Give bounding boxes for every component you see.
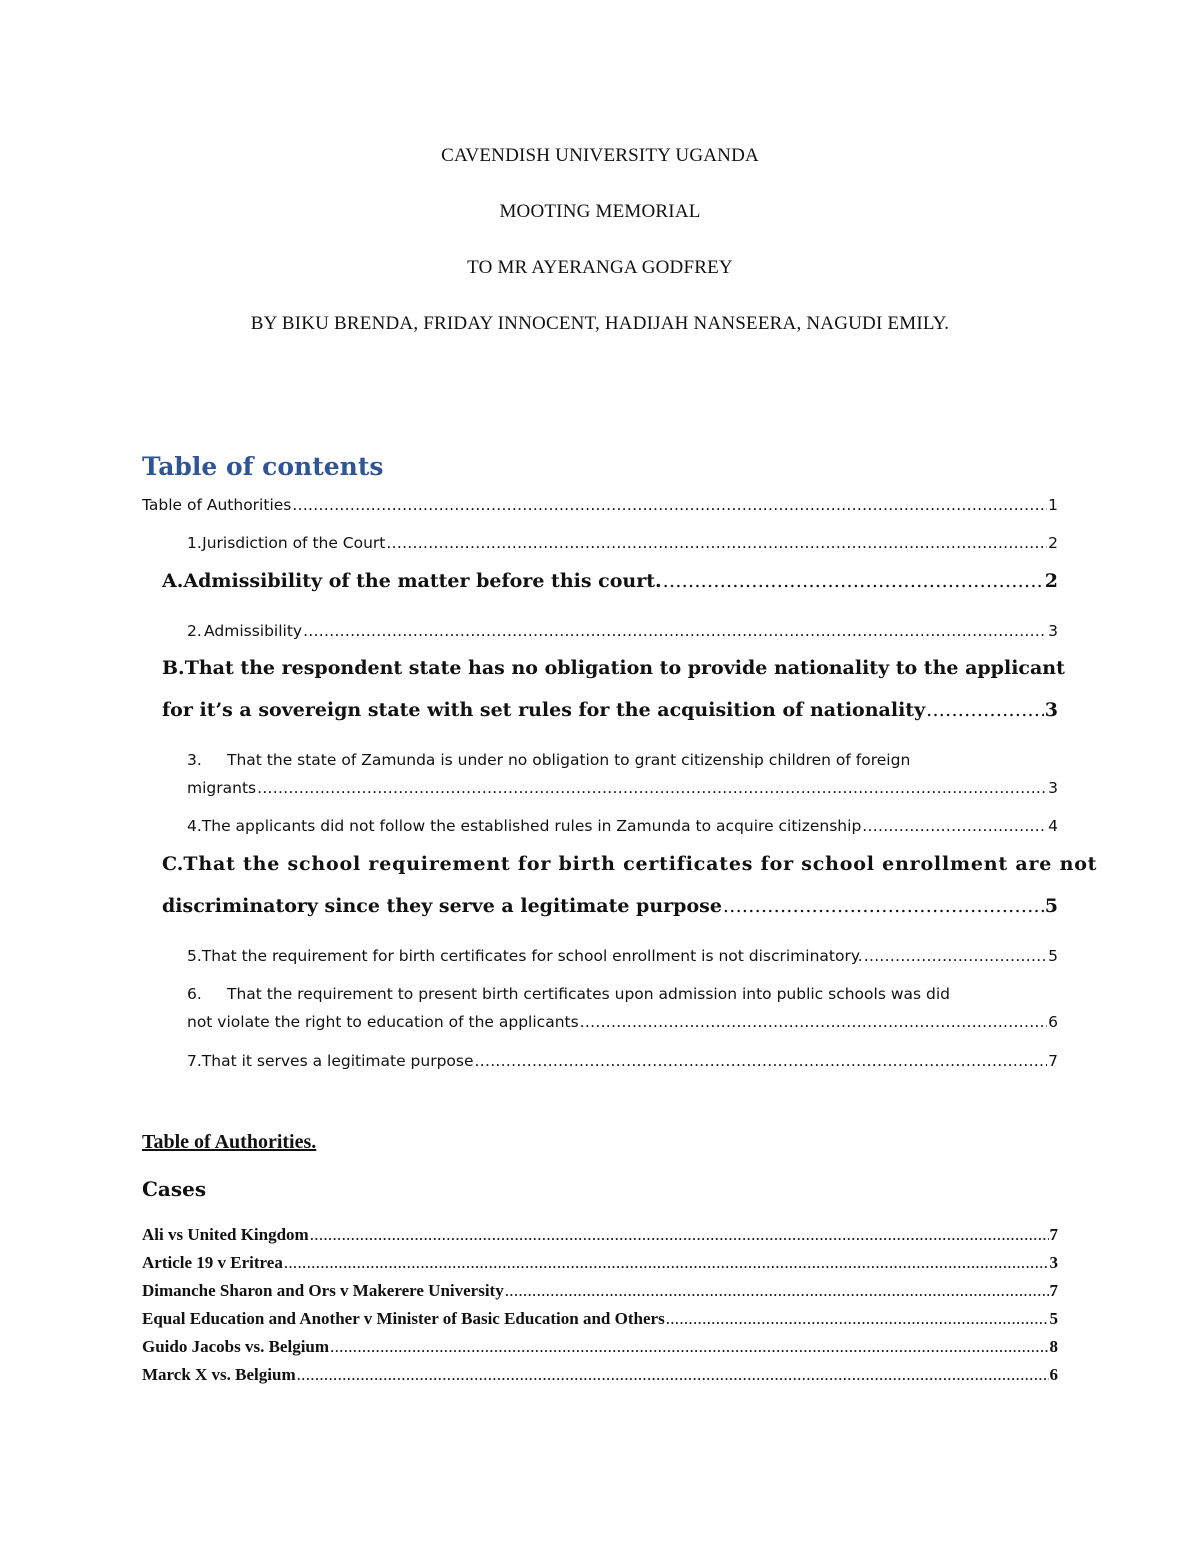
toc-entry[interactable]	[142, 496, 1058, 514]
case-entry[interactable]	[142, 1309, 1058, 1329]
toc-entry-text: Table of Authorities	[142, 496, 292, 514]
toc-entry-text: The applicants did not follow the established rules in Zamunda to acquire citizenship	[201, 817, 862, 835]
dot-leader	[386, 534, 1047, 552]
toc-entry-line1	[187, 985, 1058, 1003]
case-name: Equal Education and Another v Minister of Basic Education and Others	[142, 1309, 665, 1328]
toc-entry-page: 4	[1048, 817, 1058, 835]
toc-entry-text: That the requirement to present birth certificates upon admission into public schools was did	[227, 985, 950, 1003]
dot-leader	[864, 947, 1047, 965]
dot-leader	[292, 496, 1047, 514]
toc-entry-line1	[187, 751, 1058, 769]
toc-entry-number: 1.	[187, 534, 202, 552]
case-name: Dimanche Sharon and Ors v Makerere University	[142, 1281, 504, 1300]
toc-entry-text: not violate the right to education of the applicants	[187, 1013, 579, 1031]
cases-heading: Cases	[142, 1177, 207, 1201]
university-name: CAVENDISH UNIVERSITY UGANDA	[441, 145, 759, 166]
toc-entry[interactable]	[187, 751, 1058, 769]
toc-entry-number: 5.	[187, 947, 202, 965]
toc-entry-page: 3	[1048, 622, 1058, 640]
toc-entry-text: That the requirement for birth certificates for school enrollment is not discriminatory.	[201, 947, 863, 965]
toc-entry-page: 2	[1044, 570, 1058, 592]
toc-entry-number: 7.	[187, 1052, 202, 1070]
toc-entry[interactable]	[187, 622, 1058, 640]
addressee: TO MR AYERANGA GODFREY	[467, 257, 733, 278]
toc-entry[interactable]	[162, 853, 1098, 875]
document-type: MOOTING MEMORIAL	[499, 201, 701, 222]
case-name: Ali vs United Kingdom	[142, 1225, 309, 1244]
case-name: Guido Jacobs vs. Belgium	[142, 1337, 330, 1356]
toc-entry-number: C.	[162, 853, 184, 875]
dot-leader	[926, 699, 1044, 721]
dot-leader	[297, 1365, 1049, 1385]
toc-entry-continuation[interactable]	[187, 779, 1058, 797]
dot-leader	[330, 1337, 1048, 1357]
authors: BY BIKU BRENDA, FRIDAY INNOCENT, HADIJAH NANSEERA, NAGUDI EMILY.	[250, 313, 950, 334]
toc-entry-text: migrants	[187, 779, 257, 797]
toc-entry-continuation[interactable]	[187, 1013, 1058, 1031]
case-entry[interactable]	[142, 1337, 1058, 1357]
toc-entry-page: 3	[1044, 699, 1058, 721]
toc-entry-number: 2.	[187, 622, 202, 640]
dot-leader	[257, 779, 1047, 797]
toc-entry-text: Admissibility	[204, 622, 303, 640]
toc-entry-page: 5	[1044, 895, 1058, 917]
toc-entry-number: B.	[162, 657, 185, 679]
case-name: Marck X vs. Belgium	[142, 1365, 296, 1384]
toc-entry[interactable]	[187, 1052, 1058, 1070]
toc-entry-page: 6	[1048, 1013, 1058, 1031]
toc-entry-continuation[interactable]	[162, 699, 1058, 721]
toc-entry[interactable]	[162, 657, 1065, 679]
dot-leader	[663, 570, 1044, 592]
toc-entry-text: That it serves a legitimate purpose	[201, 1052, 474, 1070]
dot-leader	[723, 895, 1044, 917]
dot-leader	[580, 1013, 1047, 1031]
case-page: 6	[1049, 1365, 1058, 1384]
dot-leader	[310, 1225, 1049, 1245]
toc-entry-continuation[interactable]	[162, 895, 1058, 917]
toc-entry-line1	[162, 853, 1098, 875]
dot-leader	[284, 1253, 1049, 1273]
case-page: 7	[1049, 1281, 1058, 1300]
case-page: 8	[1049, 1337, 1058, 1356]
toc-entry-number: 3.	[187, 751, 202, 769]
toc-heading: Table of contents	[142, 452, 384, 481]
toc-entry-page: 5	[1048, 947, 1058, 965]
toc-entry-page: 3	[1048, 779, 1058, 797]
case-page: 7	[1049, 1225, 1058, 1244]
toc-entry-text: Jurisdiction of the Court	[202, 534, 386, 552]
toc-entry-page: 2	[1048, 534, 1058, 552]
toc-entry-text: That the state of Zamunda is under no obligation to grant citizenship children of foreign	[227, 751, 911, 769]
dot-leader	[303, 622, 1047, 640]
case-name: Article 19 v Eritrea	[142, 1253, 283, 1272]
toc-entry[interactable]	[162, 570, 1058, 592]
case-entry[interactable]	[142, 1281, 1058, 1301]
case-page: 5	[1049, 1309, 1058, 1328]
dot-leader	[862, 817, 1047, 835]
authorities-heading: Table of Authorities.	[142, 1131, 317, 1153]
toc-entry-text: discriminatory since they serve a legitimate purpose	[162, 895, 722, 917]
toc-entry-number: 4.	[187, 817, 202, 835]
dot-leader	[475, 1052, 1048, 1070]
case-entry[interactable]	[142, 1365, 1058, 1385]
toc-entry-line1	[162, 657, 1065, 679]
toc-entry-number: A.	[162, 570, 184, 592]
case-page: 3	[1049, 1253, 1058, 1272]
toc-entry[interactable]	[187, 947, 1058, 965]
toc-entry-page: 7	[1048, 1052, 1058, 1070]
toc-entry-page: 1	[1048, 496, 1058, 514]
toc-entry-text: for it’s a sovereign state with set rules for the acquisition of nationality	[162, 699, 926, 721]
toc-entry-number: 6.	[187, 985, 202, 1003]
toc-entry-text: That the school requirement for birth certificates for school enrollment are not	[183, 853, 1098, 875]
dot-leader	[505, 1281, 1049, 1301]
dot-leader	[666, 1309, 1049, 1329]
toc-entry[interactable]	[187, 817, 1058, 835]
case-entry[interactable]	[142, 1253, 1058, 1273]
toc-entry-text: Admissibility of the matter before this court.	[183, 570, 662, 592]
case-entry[interactable]	[142, 1225, 1058, 1245]
toc-entry[interactable]	[187, 534, 1058, 552]
toc-entry-text: That the respondent state has no obligation to provide nationality to the applicant	[184, 657, 1065, 679]
toc-entry[interactable]	[187, 985, 1058, 1003]
